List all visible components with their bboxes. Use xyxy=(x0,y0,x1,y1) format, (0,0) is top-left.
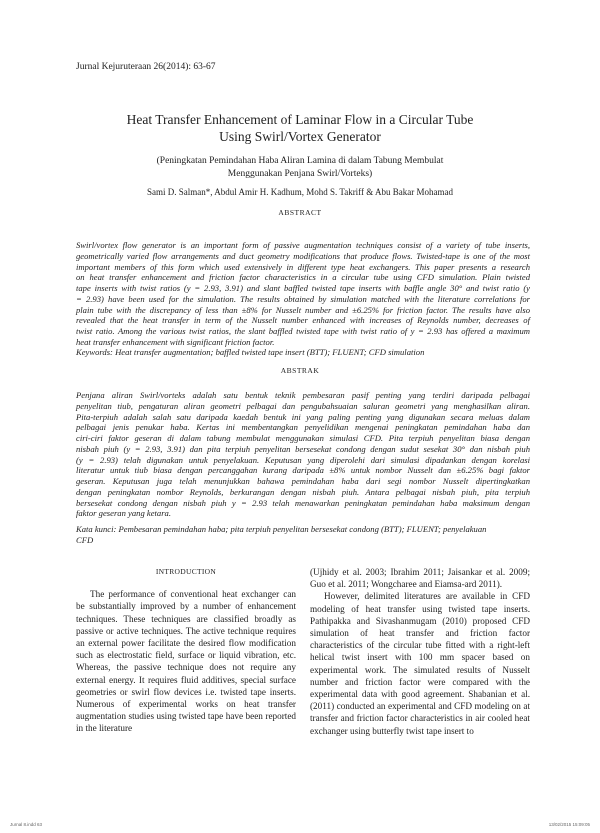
abstract-line: Swirl/vortex flow generator is an important form of passive augmentation techniques consist of a variety of tube inserts, xyxy=(76,240,530,250)
print-footer-left: Jurnal 8.indd 63 xyxy=(10,822,43,827)
abstrak-line: bersesekat condong dengan nisbah piuh y = 2.93 telah menawarkan peningkatan pemindahan haba maksimum dengan xyxy=(76,497,530,508)
subtitle-line-2: Menggunakan Penjana Swirl/Vorteks) xyxy=(227,169,373,179)
abstrak-line: Pita-terpiuh adalah salah satu daripada kaedah bentuk ini yang paling penting yang digunakan secara meluas dalam xyxy=(76,411,530,422)
abstract-heading: ABSTRACT xyxy=(278,208,322,217)
abstract-line: tape inserts with twist ratios (y = 2.93, 3.91) and slant baffled twisted tape inserts with baffle angle 30° and twist ratio (y xyxy=(76,283,530,293)
abstract-keywords xyxy=(76,347,530,358)
abstrak-line: pelbagai jenis penukar haba. Kertas ini membentangkan penyelidikan mengenai peningkatan pemindahan haba dan xyxy=(76,422,530,433)
abstrak-line: nisbah piuh (y = 2.93, 3.91) dan pita terpiuh penyelitan bersesekat condong dengan sudut sesekat 30° dan nisbah piuh xyxy=(76,443,530,454)
abstrak-line: geseran. Keputusan juga telah menunjukkan bahawa pemindahan haba dari segi nombor Nusselt dipertingkatkan xyxy=(76,476,530,486)
abstrak-line: literatur untuk tiub biasa dengan percanggahan kurang daripada ±8% untuk nombor Nusselt dan ±6.25% bagi faktor xyxy=(76,465,530,476)
abstrak-line: dengan peningkatan nombor Reynolds, berkurangan dengan nisbah piuh. Antara pelbagai nisbah piuh, pita terpiuh xyxy=(76,486,530,497)
abstract-line: revealed that the heat transfer in term of the Nusselt number enhanced with increases of Reynolds number, decreases of xyxy=(76,315,530,326)
kata-kunci-text-2: CFD xyxy=(76,535,94,545)
journal-header: Jurnal Kejuruteraan 26(2014): 63-67 xyxy=(76,62,216,72)
introduction-paragraph-3: However, delimited literatures are available in CFD modeling of heat transfer using twisted tape inserts. Pathipakka and Sivashanmugam (2010) proposed CFD simulation of heat transfer and friction factor characteristics of the circular tube fitted with a right-left helical twist insert with 100 mm spacer based on experimental work. The simulated results of Nusselt number and friction factor were compared with the experimental data with good agreement. Shabanian et al. (2011) conducted an experimental and CFD modeling on at transfer and friction factor characteristics in air cooled heat exchanger using butterfly twist tape insert to xyxy=(310,591,530,736)
title-line-2: Using Swirl/Vortex Generator xyxy=(219,129,381,144)
abstrak-line: faktor geseran yang ketara. xyxy=(76,508,171,519)
abstrak-heading: ABSTRAK xyxy=(280,366,320,375)
abstract-line: heat transfer enhancement with significant friction factor. xyxy=(76,336,275,347)
keywords-text: Heat transfer augmentation; baffled twisted tape insert (BTT); FLUENT; CFD simulation xyxy=(115,347,425,357)
subtitle-line-1: (Peningkatan Pemindahan Haba Aliran Lamina di dalam Tabung Membulat xyxy=(156,156,444,166)
print-footer-right: 13/02/2015 15:09:05 xyxy=(548,822,590,827)
introduction-paragraph-2: (Ujhidy et al. 2003; Ibrahim 2011; Jaisankar et al. 2009; Guo et al. 2011; Wongcharee and Eiamsa-ard 2011). xyxy=(310,567,530,590)
kata-kunci-text-1: Pembesaran pemindahan haba; pita terpiuh penyelitan bersesekat condong (BTT); FLUENT; penyelakuan xyxy=(118,524,487,534)
abstrak-keywords xyxy=(76,524,530,546)
author-list: Sami D. Salman*, Abdul Amir H. Kadhum, Mohd S. Takriff & Abu Bakar Mohamad xyxy=(146,187,454,197)
abstract-line: on heat transfer enhancement and friction factor characteristics in a circular tube using CFD simulation. Plain twisted xyxy=(76,272,530,283)
paper-title xyxy=(60,111,540,145)
introduction-heading: INTRODUCTION xyxy=(155,567,217,576)
abstract-body xyxy=(76,240,530,348)
abstract-line: = 2.93) have been used for the simulation. The results obtained by simulation matched with the literature correlations for xyxy=(76,293,530,304)
paper-subtitle xyxy=(100,155,500,181)
abstrak-line: ciri-ciri faktor geseran di dalam tabung membulat menggunakan simulasi CFD. Pita terpiuh penyelitan biasa dengan xyxy=(76,433,530,443)
abstract-line: important members of this form which used extensively in different type heat exchangers. This paper presents a research xyxy=(76,261,530,272)
abstrak-line: penyelitan tiub, pengaturan aliran geometri pelbagai dan pengubahsuaian saluran geometri yang menghasilkan aliran. xyxy=(76,400,530,411)
abstrak-line: Penjana aliran Swirl/vorteks adalah satu bentuk teknik pembesaran pasif penting yang terdiri daripada pelbagai xyxy=(76,390,530,400)
abstrak-line: (y = 2.93) telah digunakan untuk penyelakuan. Keputusan yang diperolehi dari simulasi dipadankan dengan korelasi xyxy=(76,454,530,465)
title-line-1: Heat Transfer Enhancement of Laminar Flow in a Circular Tube xyxy=(126,112,474,127)
right-column xyxy=(310,566,530,737)
abstract-line: plain tube with the discrepancy of less than ±8% for Nusselt number and ±6.25% for friction factor. The results have also xyxy=(76,304,530,315)
introduction-paragraph-1: The performance of conventional heat exchanger can be substantially improved by a number of enhancement techniques. These techniques are classified broadly as passive or active techniques. The active technique requires an external power facilitate the desired flow modification such as electrostatic field, surface or liquid vibration, etc. Whereas, the passive technique does not require any external energy. It requires fluid additives, special surface geometries or swirl flow devices i.e. twisted tape inserts. Numerous of experimental works on heat transfer augmentation studies using twisted tape have been reported in the literature xyxy=(76,589,296,734)
left-column xyxy=(76,566,296,735)
abstrak-body xyxy=(76,390,530,519)
abstract-line: geometrically varied flow arrangements and duct geometry modifications that produce flows. Twisted-tape is one of the most xyxy=(76,250,530,261)
kata-kunci-label: Kata kunci: xyxy=(76,524,117,534)
keywords-label: Keywords: xyxy=(76,347,113,357)
abstract-line: twist ratio. Among the various twist ratios, the slant baffled twisted tape with twist ratio of y = 2.93 has offered a maximum xyxy=(76,326,530,336)
